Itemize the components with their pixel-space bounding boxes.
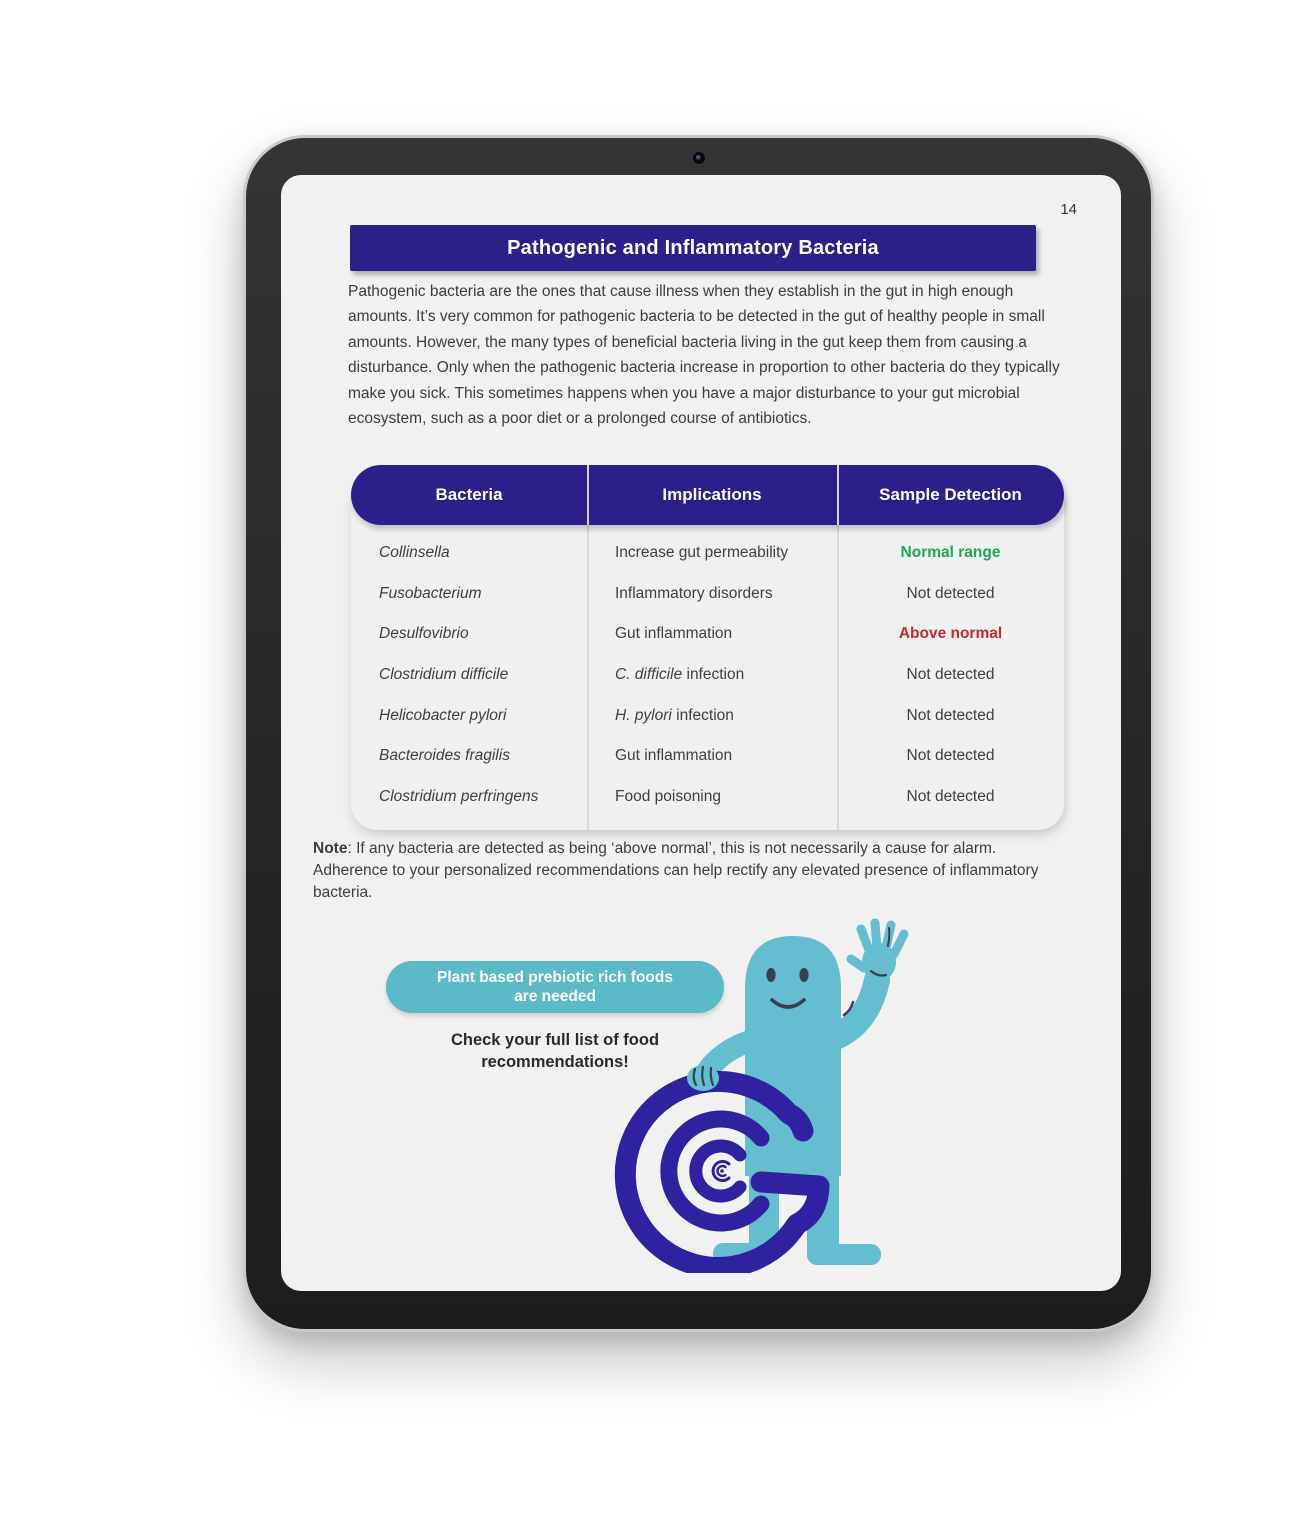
implication-text: Gut inflammation [615, 625, 733, 643]
table-header-implications: Implications [662, 485, 762, 504]
tablet-bezel [246, 138, 1151, 1329]
detection-status-cell [837, 666, 1064, 684]
implication-italic: C. difficile [615, 666, 683, 684]
intro-paragraph: Pathogenic bacteria are the ones that cause illness when they establish in the gut in high enough amounts. It’s very common for pathogenic bacteria to be detected in the gut of healthy people in small amounts. However, the many types of beneficial bacteria living in the gut keep them from causing a disturbance. Only when the pathogenic bacteria increase in proportion to other bacteria do they typically make you sick. This sometimes happens when you have a major disturbance to your gut microbial ecosystem, such as a poor diet or a prolonged course of antibiotics. [348, 283, 1060, 428]
table-row [351, 533, 1064, 574]
table-row [351, 614, 1064, 655]
speech-bubble-line2: are needed [514, 988, 596, 1005]
table-row [351, 736, 1064, 777]
page-number: 14 [1060, 201, 1077, 218]
implication-text: infection [682, 666, 745, 684]
cta-line2: recommendations! [481, 1053, 629, 1071]
page-title: Pathogenic and Inflammatory Bacteria [507, 236, 879, 259]
implication-text: Inflammatory disorders [615, 584, 773, 602]
bacteria-table [351, 465, 1064, 830]
bacteria-name-cell: Fusobacterium [379, 584, 482, 602]
implication-cell [587, 585, 837, 603]
header-divider [837, 465, 839, 525]
implication-cell [587, 666, 837, 684]
table-header-sample-detection: Sample Detection [879, 485, 1022, 504]
detection-status-cell [837, 585, 1064, 603]
section-title-banner [350, 225, 1036, 271]
g-spiral-logo-icon [625, 1081, 819, 1267]
note-text [313, 838, 1055, 903]
implication-cell [587, 707, 837, 725]
implication-text: Food poisoning [615, 787, 721, 805]
table-row [351, 695, 1064, 736]
detection-status: Not detected [906, 706, 995, 724]
detection-status: Not detected [906, 666, 995, 684]
hand-on-logo [687, 1065, 719, 1091]
detection-status: Above normal [898, 625, 1003, 643]
bacteria-name-cell: Clostridium difficile [379, 666, 509, 684]
implication-text: Increase gut permeability [615, 544, 789, 562]
implication-cell [587, 625, 837, 643]
table-header [351, 465, 1064, 525]
implication-italic: H. pylori [615, 706, 672, 724]
table-row [351, 777, 1064, 818]
bacteria-name-cell: Clostridium perfringens [379, 787, 539, 805]
waving-hand-icon [851, 923, 904, 981]
mascot-illustration [603, 918, 983, 1273]
detection-status-cell [837, 788, 1064, 806]
tablet-screen [281, 175, 1121, 1291]
table-row [351, 574, 1064, 615]
note-label: Note [313, 840, 348, 857]
speech-bubble-line1: Plant based prebiotic rich foods [437, 969, 673, 986]
table-header-bacteria: Bacteria [435, 485, 503, 504]
implication-cell [587, 788, 837, 806]
table-body [351, 495, 1064, 830]
detection-status: Not detected [906, 584, 995, 602]
detection-status-cell [837, 625, 1064, 643]
header-divider [587, 465, 589, 525]
implication-cell [587, 544, 837, 562]
implication-cell [587, 747, 837, 765]
cta-line1: Check your full list of food [450, 1031, 660, 1049]
tablet-device [243, 135, 1154, 1332]
bacteria-name-cell: Collinsella [379, 544, 450, 562]
detection-status-cell [837, 747, 1064, 765]
implication-text: Gut inflammation [615, 747, 733, 765]
bacteria-name-cell: Desulfovibrio [379, 625, 469, 643]
detection-status: Not detected [906, 747, 995, 765]
front-camera-icon [693, 152, 705, 164]
detection-status-cell [837, 544, 1064, 562]
table-rows [351, 533, 1064, 817]
implication-text: infection [671, 706, 734, 724]
detection-status-cell [837, 707, 1064, 725]
detection-status: Normal range [900, 544, 1001, 562]
note-body: : If any bacteria are detected as being ‘above normal’, this is not necessarily a cause for alarm. Adherence to your personalized recommendations can help rectify any elevated presence of inflammatory bacteria. [313, 840, 1039, 901]
table-row [351, 655, 1064, 696]
bacteria-name-cell: Bacteroides fragilis [379, 747, 510, 765]
bacteria-name-cell: Helicobacter pylori [379, 706, 507, 724]
detection-status: Not detected [906, 787, 995, 805]
